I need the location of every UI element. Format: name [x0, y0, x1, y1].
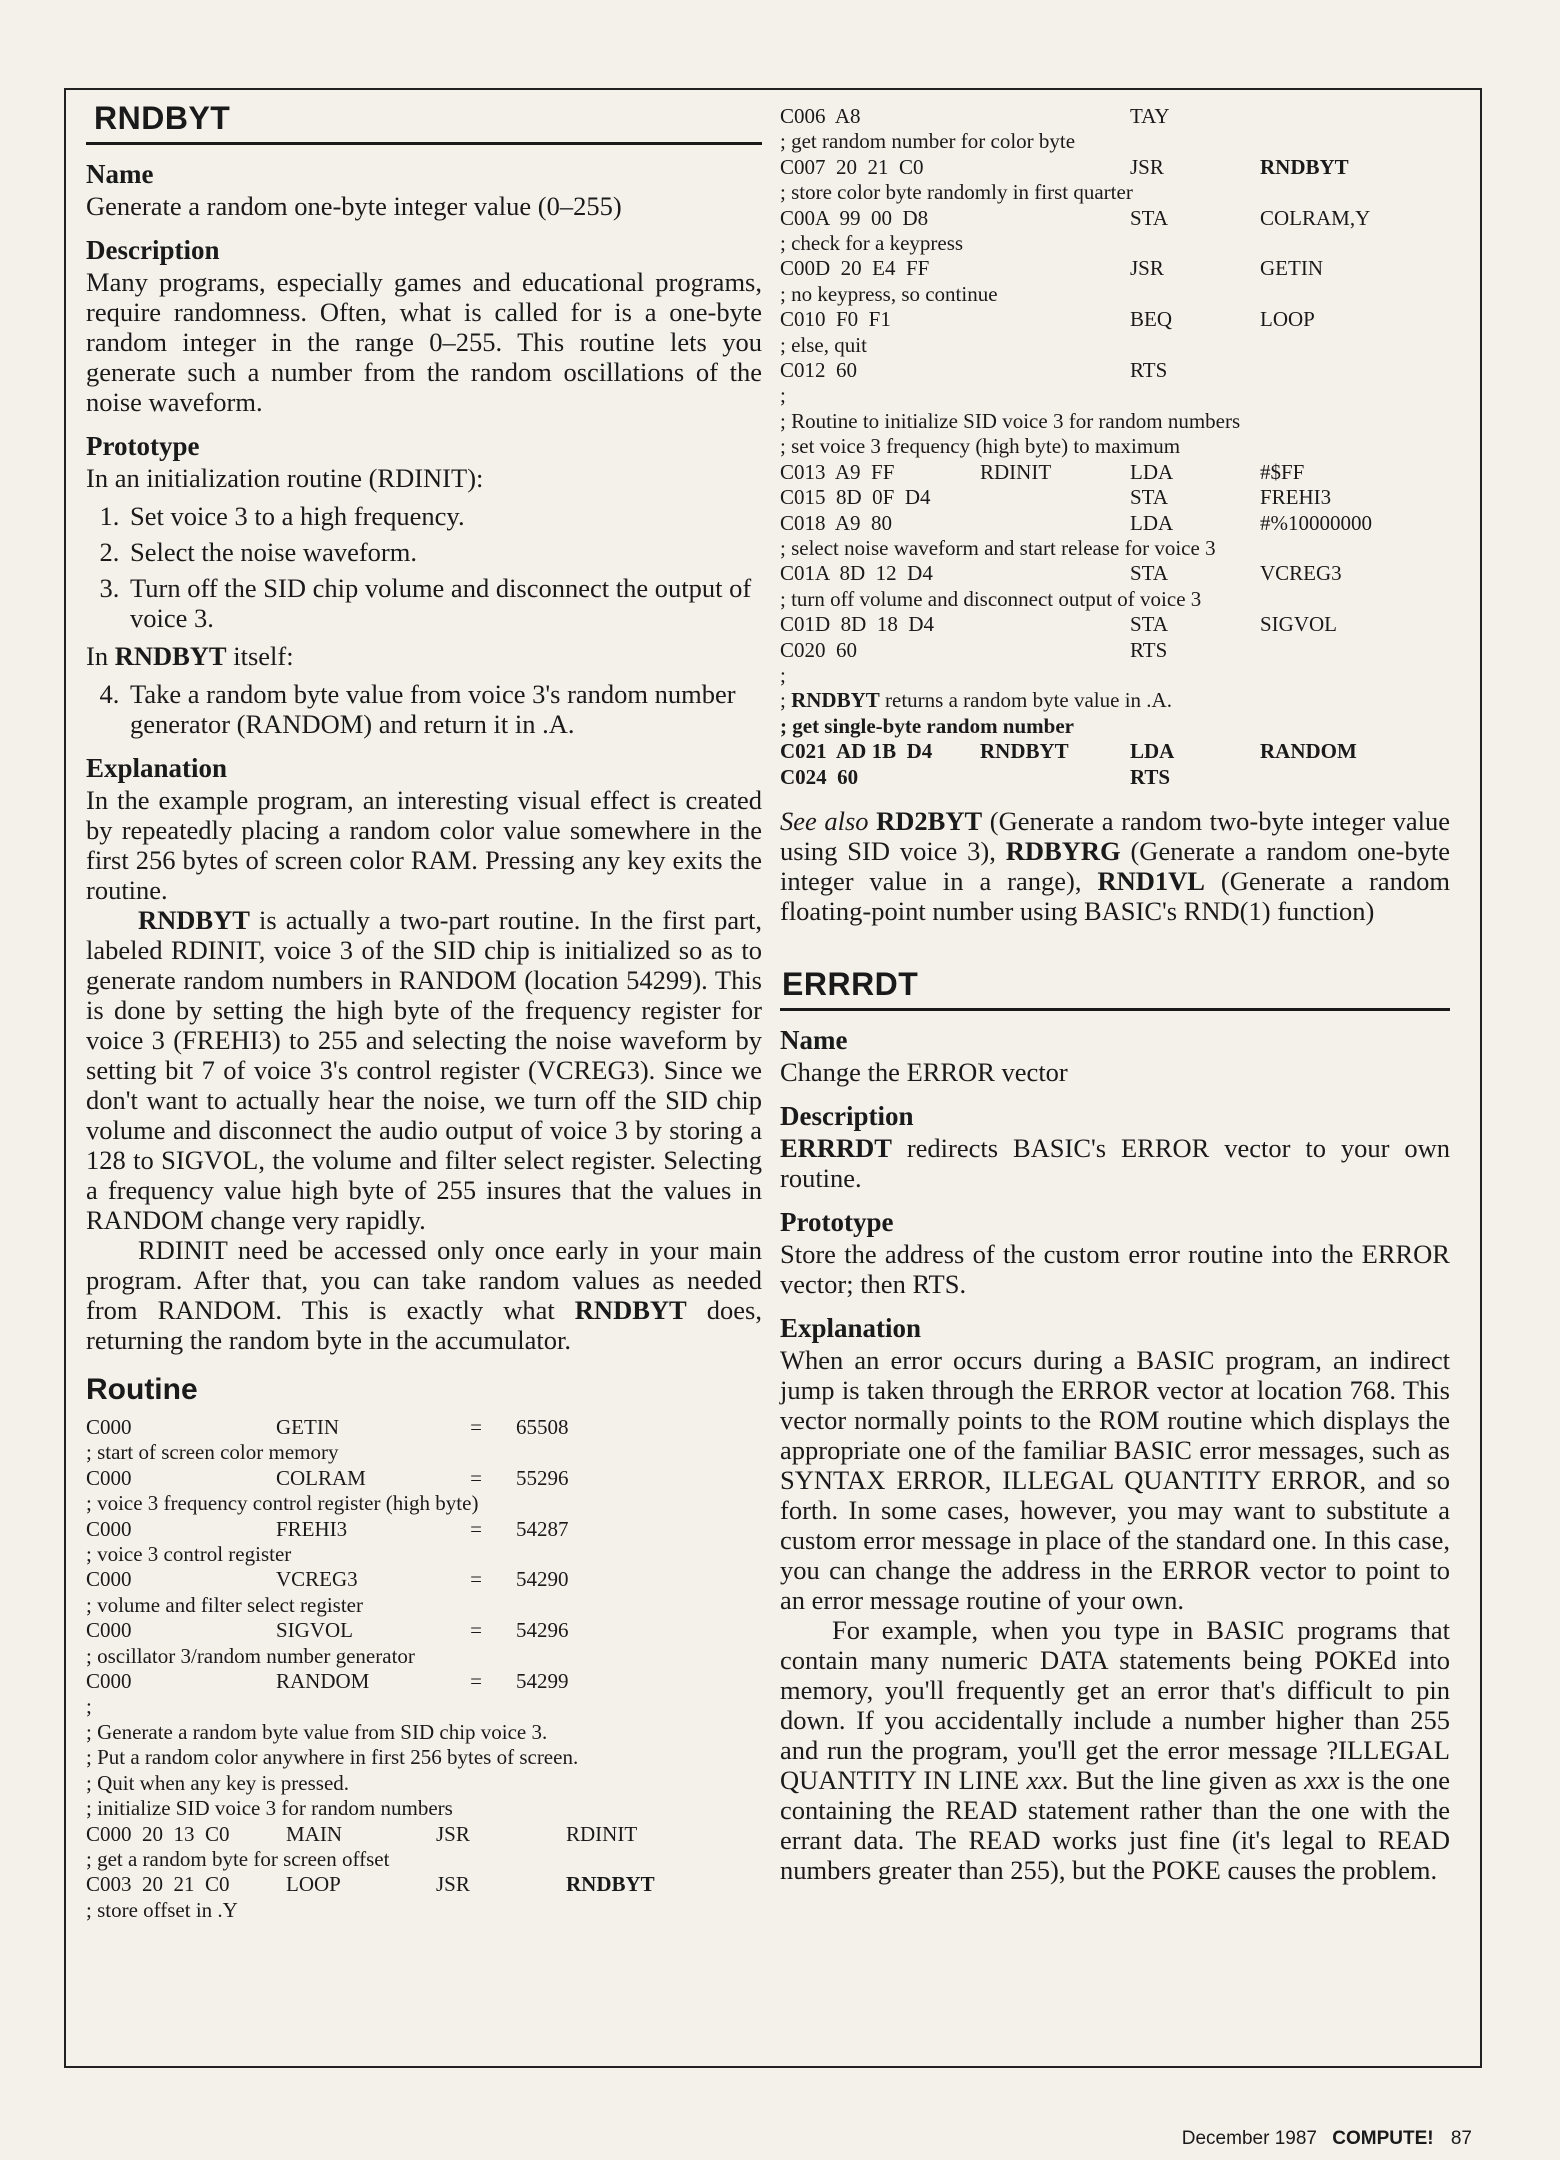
code-comment: ; turn off volume and disconnect output of voice 3 — [780, 586, 1202, 611]
code-line: C024 60 RTS — [780, 764, 1171, 789]
title-rule — [780, 1008, 1450, 1011]
right-column — [780, 104, 1450, 1885]
code-comment: ; voice 3 control register — [86, 1542, 292, 1567]
explanation-heading: Explanation — [86, 753, 228, 783]
code-line: C000 20 13 C0 MAIN JSR RDINIT — [86, 1821, 638, 1846]
routine-listing-continued — [780, 104, 1450, 790]
code-comment: ; voice 3 frequency control register (high byte) — [86, 1491, 479, 1516]
explanation-p3: RDINIT need be accessed only once early in your main program. After that, you can take random values as needed from RANDOM. This is exactly what RNDBYT does, returning the random byte in the accumulator. — [86, 1235, 762, 1355]
code-comment: ; initialize SID voice 3 for random numbers — [86, 1796, 453, 1821]
code-line: C000 GETIN = 65508 — [86, 1415, 569, 1439]
step-item: 4. Take a random byte value from voice 3's random number generator (RANDOM) and return it in .A. — [126, 679, 762, 739]
explanation-p2: For example, when you type in BASIC programs that contain many numeric DATA statements being POKEd into memory, you'll frequently get an error that's difficult to pin down. If you accidentally include a number higher than 255 and run the program, you'll get the error message ?ILLEGAL QUANTITY IN LINE xxx. But the line given as xxx is the one containing the READ statement rather than the one with the errant data. The READ works just fine (it's legal to READ numbers greater than 255), but the POKE causes the problem. — [780, 1614, 1451, 1885]
step-item: 1. Set voice 3 to a high frequency. — [126, 501, 762, 531]
code-line: C013 A9 FF RDINIT LDA #$FF — [780, 459, 1305, 484]
routine-heading: Routine — [86, 1373, 198, 1406]
code-line: C006 A8 TAY — [780, 104, 1170, 128]
name-text: Change the ERROR vector — [780, 1056, 1068, 1087]
code-line: C01A 8D 12 D4 STA VCREG3 — [780, 561, 1342, 586]
explanation-heading: Explanation — [780, 1312, 922, 1343]
code-line: C01D 8D 18 D4 STA SIGVOL — [780, 612, 1337, 637]
step-item: 2. Select the noise waveform. — [126, 537, 762, 567]
code-line: C015 8D 0F D4 STA FREHI3 — [780, 485, 1332, 510]
code-line: C000 FREHI3 = 54287 — [86, 1516, 569, 1541]
code-comment: ; oscillator 3/random number generator — [86, 1643, 415, 1668]
code-line: C00A 99 00 D8 STA COLRAM,Y — [780, 205, 1371, 230]
name-heading: Name — [86, 159, 154, 189]
section-title-rndbyt: RNDBYT — [94, 100, 231, 136]
code-line: C012 60 RTS — [780, 358, 1168, 383]
code-comment: ; else, quit — [780, 332, 867, 357]
code-comment: ; — [780, 662, 786, 687]
code-comment: ; — [86, 1694, 92, 1719]
explanation-p2: RNDBYT is actually a two-part routine. In the first part, labeled RDINIT, voice 3 of the SID chip is initialized so as to generate random numbers in RANDOM (location 54299). This is done by setting the high byte of the frequency register for voice 3 (FREHI3) to 255 and selecting the noise waveform by setting bit 7 of voice 3's control register (VCREG3). Since we don't want to actually hear the noise, we turn off the SID chip volume and disconnect the audio output of voice 3 by storing a 128 to SIGVOL, the volume and filter select register. Selecting a frequency value high byte of 255 insures that the values in RANDOM change very rapidly. — [86, 905, 762, 1235]
code-comment: ; volume and filter select register — [86, 1592, 363, 1617]
code-line: C000 SIGVOL = 54296 — [86, 1618, 569, 1643]
step-item: 3. Turn off the SID chip volume and disconnect the output of voice 3. — [126, 573, 762, 633]
code-comment: ; Generate a random byte value from SID chip voice 3. — [86, 1719, 548, 1744]
prototype-text: Store the address of the custom error routine into the ERROR vector; then RTS. — [780, 1238, 1450, 1299]
prototype-text: In an initialization routine (RDINIT): — [86, 463, 484, 493]
page-number: 87 — [1450, 2128, 1472, 2149]
code-comment: ; Put a random color anywhere in first 256 bytes of screen. — [86, 1745, 579, 1770]
code-comment: ; Quit when any key is pressed. — [86, 1770, 350, 1795]
itself-line: In RNDBYT itself: — [86, 641, 294, 671]
code-comment: ; store color byte randomly in first quarter — [780, 180, 1133, 205]
code-comment: ; start of screen color memory — [86, 1440, 339, 1465]
prototype-heading: Prototype — [780, 1206, 894, 1237]
code-line: C000 VCREG3 = 54290 — [86, 1567, 569, 1592]
code-line: C000 RANDOM = 54299 — [86, 1669, 569, 1694]
section-title-errrdt: ERRRDT — [782, 965, 919, 1002]
explanation-p1: In the example program, an interesting visual effect is created by repeatedly placing a random color value somewhere in the first 256 bytes of screen color RAM. Pressing any key exits the routine. — [86, 785, 762, 905]
steps-list-2 — [86, 679, 762, 739]
code-comment: ; set voice 3 frequency (high byte) to maximum — [780, 434, 1181, 459]
page-footer — [1182, 2128, 1472, 2150]
code-line: C018 A9 80 LDA #%10000000 — [780, 510, 1372, 535]
magazine-name: COMPUTE! — [1332, 2128, 1434, 2149]
routine-listing — [86, 1415, 762, 1923]
description-heading: Description — [780, 1100, 914, 1131]
code-comment: ; check for a keypress — [780, 231, 964, 256]
code-comment: ; get a random byte for screen offset — [86, 1846, 390, 1871]
code-comment: ; select noise waveform and start release for voice 3 — [780, 535, 1216, 560]
code-comment: ; Routine to initialize SID voice 3 for random numbers — [780, 408, 1241, 433]
code-comment: ; store offset in .Y — [86, 1897, 238, 1922]
code-line: C021 AD 1B D4 RNDBYT LDA RANDOM — [780, 739, 1357, 764]
description-text: Many programs, especially games and educational programs, require randomness. Often, what is called for is a one-byte random integer in the range 0–255. This routine lets you generate such a number from the random oscillations of the noise waveform. — [86, 267, 762, 417]
name-text: Generate a random one-byte integer value (0–255) — [86, 191, 622, 221]
prototype-heading: Prototype — [86, 431, 200, 461]
explanation-p1: When an error occurs during a BASIC program, an indirect jump is taken through the ERROR vector at location 768. This vector normally points to the ROM routine which displays the appropriate one of the familiar BASIC error messages, such as SYNTAX ERROR, ILLEGAL QUANTITY ERROR, and so forth. In some cases, however, you may want to substitute a custom error message in place of the standard one. In this case, you can change the address in the ERROR vector to point to an error message routine of your own. — [780, 1344, 1450, 1615]
code-comment: ; — [780, 383, 786, 408]
code-line: C020 60 RTS — [780, 637, 1168, 662]
code-line: C00D 20 E4 FF JSR GETIN — [780, 256, 1323, 281]
code-line: C003 20 21 C0 LOOP JSR RNDBYT — [86, 1872, 655, 1897]
code-comment: ; get single-byte random number — [780, 713, 1074, 738]
code-line: C007 20 21 C0 JSR RNDBYT — [780, 154, 1349, 179]
title-rule — [86, 142, 762, 145]
code-comment: ; get random number for color byte — [780, 129, 1076, 154]
description-text: ERRRDT redirects BASIC's ERROR vector to your own routine. — [780, 1132, 1450, 1193]
issue-date: December 1987 — [1181, 2128, 1317, 2149]
code-comment: ; no keypress, so continue — [780, 281, 998, 306]
code-line: C010 F0 F1 BEQ LOOP — [780, 307, 1315, 332]
see-also: See also RD2BYT (Generate a random two-byte integer value using SID voice 3), RDBYRG (Generate a random one-byte integer value in a range), RND1VL (Generate a random floating-point number using BASIC's RND(1) function) — [780, 805, 1451, 926]
description-heading: Description — [86, 235, 220, 265]
code-line: C000 COLRAM = 55296 — [86, 1465, 569, 1490]
code-comment: ; RNDBYT returns a random byte value in .A. — [780, 688, 1172, 713]
left-column — [86, 100, 762, 1923]
name-heading: Name — [780, 1024, 848, 1055]
steps-list — [86, 501, 762, 633]
